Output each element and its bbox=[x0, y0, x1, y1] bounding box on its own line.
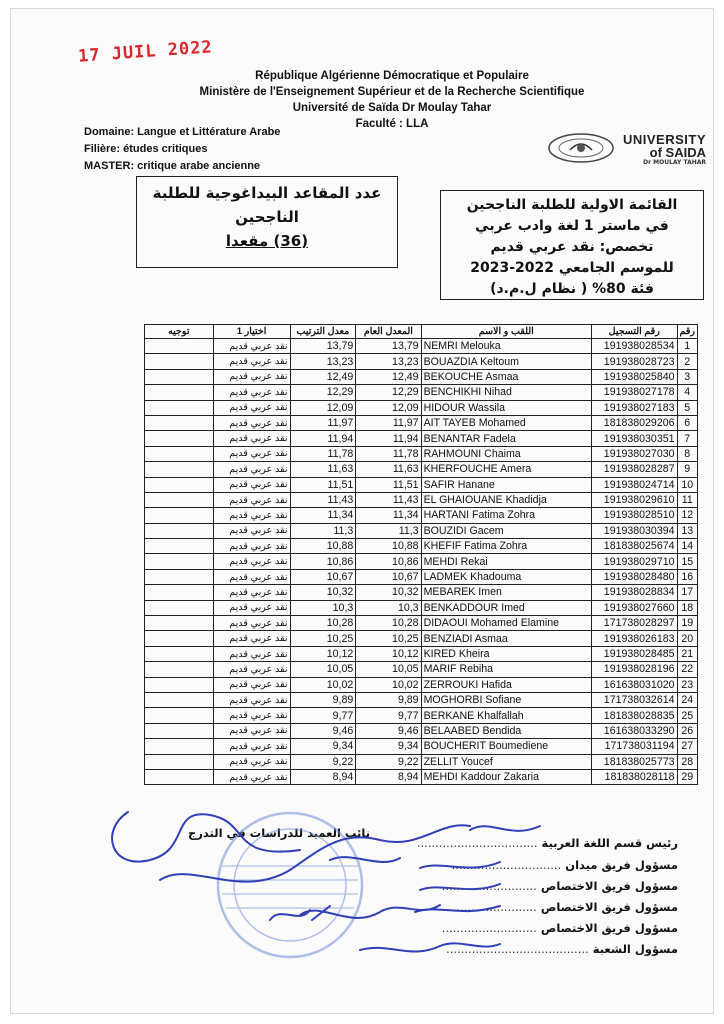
table-row bbox=[145, 415, 698, 430]
registration-number-cell: 191938028723 bbox=[592, 354, 678, 369]
choice-cell: نقد عربي قديم bbox=[213, 477, 290, 492]
student-name-cell: KHERFOUCHE Amera bbox=[421, 462, 591, 477]
rank-average-cell: 10,67 bbox=[290, 569, 356, 584]
sig-spec-team-2 bbox=[442, 900, 678, 914]
general-average-cell: 10,32 bbox=[356, 585, 421, 600]
general-average-cell: 10,12 bbox=[356, 646, 421, 661]
tawjih-cell bbox=[145, 708, 214, 723]
choice-cell: نقد عربي قديم bbox=[213, 400, 290, 415]
rank-average-cell: 11,3 bbox=[290, 523, 356, 538]
choice-cell: نقد عربي قديم bbox=[213, 554, 290, 569]
header-registration: رقم التسجيل bbox=[592, 325, 678, 339]
row-number-cell: 13 bbox=[677, 523, 698, 538]
choice-cell: نقد عربي قديم bbox=[213, 723, 290, 738]
choice-cell: نقد عربي قديم bbox=[213, 662, 290, 677]
row-number-cell: 16 bbox=[677, 569, 698, 584]
sig-dept-head bbox=[417, 836, 678, 850]
choice-cell: نقد عربي قديم bbox=[213, 431, 290, 446]
student-name-cell: ZERROUKI Hafida bbox=[421, 677, 591, 692]
registration-number-cell: 181838029206 bbox=[592, 415, 678, 430]
filiere-line: Filière: études critiques bbox=[84, 143, 208, 155]
table-row bbox=[145, 539, 698, 554]
tawjih-cell bbox=[145, 369, 214, 384]
rank-average-cell: 10,25 bbox=[290, 631, 356, 646]
header-university: Université de Saïda Dr Moulay Tahar bbox=[292, 102, 492, 114]
student-name-cell: BELAABED Bendida bbox=[421, 723, 591, 738]
seats-line1: عدد المقاعد البيداغوجية للطلبة bbox=[152, 184, 382, 202]
registration-number-cell: 181838025674 bbox=[592, 539, 678, 554]
choice-cell: نقد عربي قديم bbox=[213, 585, 290, 600]
choice-cell: نقد عربي قديم bbox=[213, 492, 290, 507]
registration-number-cell: 191938027183 bbox=[592, 400, 678, 415]
table-row bbox=[145, 569, 698, 584]
seats-line2: الناجحين bbox=[235, 208, 299, 226]
choice-cell: نقد عربي قديم bbox=[213, 739, 290, 754]
row-number-cell: 7 bbox=[677, 431, 698, 446]
tawjih-cell bbox=[145, 646, 214, 661]
domaine-line: Domaine: Langue et Littérature Arabe bbox=[84, 126, 281, 138]
row-number-cell: 6 bbox=[677, 415, 698, 430]
row-number-cell: 8 bbox=[677, 446, 698, 461]
tawjih-cell bbox=[145, 354, 214, 369]
general-average-cell: 11,97 bbox=[356, 415, 421, 430]
row-number-cell: 27 bbox=[677, 739, 698, 754]
tawjih-cell bbox=[145, 616, 214, 631]
row-number-cell: 3 bbox=[677, 369, 698, 384]
student-name-cell: MEBAREK Imen bbox=[421, 585, 591, 600]
student-name-cell: BOUAZDIA Keltoum bbox=[421, 354, 591, 369]
registration-number-cell: 171738032614 bbox=[592, 692, 678, 707]
tawjih-cell bbox=[145, 385, 214, 400]
sig-spec-team-3-label: مسؤول فريق الاختصاص bbox=[540, 921, 678, 935]
table-row bbox=[145, 508, 698, 523]
tawjih-cell bbox=[145, 492, 214, 507]
rank-average-cell: 13,23 bbox=[290, 354, 356, 369]
row-number-cell: 21 bbox=[677, 646, 698, 661]
choice-cell: نقد عربي قديم bbox=[213, 539, 290, 554]
sig-dots: ....................................... bbox=[446, 942, 589, 956]
student-name-cell: BEKOUCHE Asmaa bbox=[421, 369, 591, 384]
date-stamp: 17 JUIL 2022 bbox=[77, 37, 214, 67]
sig-field-team-label: مسؤول فريق ميدان bbox=[565, 858, 678, 872]
row-number-cell: 4 bbox=[677, 385, 698, 400]
sig-dots: .............................. bbox=[451, 858, 562, 872]
row-number-cell: 29 bbox=[677, 769, 698, 784]
student-name-cell: HARTANI Fatima Zohra bbox=[421, 508, 591, 523]
registration-number-cell: 191938027660 bbox=[592, 600, 678, 615]
tawjih-cell bbox=[145, 569, 214, 584]
general-average-cell: 10,88 bbox=[356, 539, 421, 554]
table-row bbox=[145, 385, 698, 400]
registration-number-cell: 181838025773 bbox=[592, 754, 678, 769]
sig-field-team bbox=[452, 858, 678, 872]
rank-average-cell: 10,05 bbox=[290, 662, 356, 677]
student-name-cell: MARIF Rebiha bbox=[421, 662, 591, 677]
general-average-cell: 10,3 bbox=[356, 600, 421, 615]
student-name-cell: AIT TAYEB Mohamed bbox=[421, 415, 591, 430]
tawjih-cell bbox=[145, 400, 214, 415]
table-row bbox=[145, 677, 698, 692]
student-name-cell: DIDAOUI Mohamed Elamine bbox=[421, 616, 591, 631]
header-number: رقم bbox=[677, 325, 698, 339]
table-row bbox=[145, 754, 698, 769]
rank-average-cell: 11,94 bbox=[290, 431, 356, 446]
title-line1: القائمة الاولية للطلبة الناجحين bbox=[466, 197, 678, 213]
row-number-cell: 12 bbox=[677, 508, 698, 523]
general-average-cell: 9,34 bbox=[356, 739, 421, 754]
rank-average-cell: 11,63 bbox=[290, 462, 356, 477]
general-average-cell: 11,63 bbox=[356, 462, 421, 477]
university-emblem-icon bbox=[546, 132, 616, 164]
table-row bbox=[145, 339, 698, 354]
registration-number-cell: 181838028118 bbox=[592, 769, 678, 784]
rank-average-cell: 8,94 bbox=[290, 769, 356, 784]
sig-spec-team-2-label: مسؤول فريق الاختصاص bbox=[540, 900, 678, 914]
row-number-cell: 28 bbox=[677, 754, 698, 769]
student-name-cell: KHEFIF Fatima Zohra bbox=[421, 539, 591, 554]
sig-branch-head-label: مسؤول الشعبة bbox=[592, 942, 678, 956]
general-average-cell: 11,34 bbox=[356, 508, 421, 523]
row-number-cell: 5 bbox=[677, 400, 698, 415]
row-number-cell: 19 bbox=[677, 616, 698, 631]
choice-cell: نقد عربي قديم bbox=[213, 523, 290, 538]
master-line: MASTER: critique arabe ancienne bbox=[84, 160, 261, 172]
student-name-cell: NEMRI Melouka bbox=[421, 339, 591, 354]
student-name-cell: BENKADDOUR Imed bbox=[421, 600, 591, 615]
rank-average-cell: 10,28 bbox=[290, 616, 356, 631]
registration-number-cell: 191938028196 bbox=[592, 662, 678, 677]
row-number-cell: 20 bbox=[677, 631, 698, 646]
row-number-cell: 17 bbox=[677, 585, 698, 600]
table-row bbox=[145, 769, 698, 784]
student-name-cell: SAFIR Hanane bbox=[421, 477, 591, 492]
registration-number-cell: 191938028480 bbox=[592, 569, 678, 584]
table-row bbox=[145, 631, 698, 646]
registration-number-cell: 171738031194 bbox=[592, 739, 678, 754]
tawjih-cell bbox=[145, 631, 214, 646]
header-general-average: المعدل العام bbox=[356, 325, 421, 339]
seats-box bbox=[136, 176, 398, 268]
registration-number-cell: 161638033290 bbox=[592, 723, 678, 738]
title-line2: في ماستر 1 لغة وادب عربي bbox=[475, 218, 669, 234]
table-row bbox=[145, 554, 698, 569]
student-name-cell: KIRED Kheira bbox=[421, 646, 591, 661]
table-row bbox=[145, 662, 698, 677]
rank-average-cell: 11,34 bbox=[290, 508, 356, 523]
title-line4: للموسم الجامعي 2022-2023 bbox=[470, 260, 674, 276]
row-number-cell: 10 bbox=[677, 477, 698, 492]
vice-dean-title: نائب العميد للدراسات في التدرج bbox=[188, 826, 371, 840]
tawjih-cell bbox=[145, 600, 214, 615]
general-average-cell: 9,46 bbox=[356, 723, 421, 738]
tawjih-cell bbox=[145, 769, 214, 784]
student-name-cell: ZELLIT Youcef bbox=[421, 754, 591, 769]
registration-number-cell: 181838028835 bbox=[592, 708, 678, 723]
tawjih-cell bbox=[145, 677, 214, 692]
logo-university-text: UNIVERSITY bbox=[622, 132, 706, 147]
sig-dots: ................................. bbox=[416, 836, 538, 850]
tawjih-cell bbox=[145, 523, 214, 538]
student-name-cell: BENZIADI Asmaa bbox=[421, 631, 591, 646]
tawjih-cell bbox=[145, 585, 214, 600]
choice-cell: نقد عربي قديم bbox=[213, 369, 290, 384]
table-row bbox=[145, 446, 698, 461]
choice-cell: نقد عربي قديم bbox=[213, 600, 290, 615]
sig-spec-team-1-label: مسؤول فريق الاختصاص bbox=[540, 879, 678, 893]
choice-cell: نقد عربي قديم bbox=[213, 769, 290, 784]
general-average-cell: 9,22 bbox=[356, 754, 421, 769]
rank-average-cell: 9,89 bbox=[290, 692, 356, 707]
logo-saida-text: of SAIDA bbox=[649, 145, 706, 160]
table-row bbox=[145, 462, 698, 477]
row-number-cell: 26 bbox=[677, 723, 698, 738]
row-number-cell: 22 bbox=[677, 662, 698, 677]
general-average-cell: 11,43 bbox=[356, 492, 421, 507]
student-name-cell: MEHDI Rekai bbox=[421, 554, 591, 569]
rank-average-cell: 9,22 bbox=[290, 754, 356, 769]
row-number-cell: 9 bbox=[677, 462, 698, 477]
choice-cell: نقد عربي قديم bbox=[213, 354, 290, 369]
table-row bbox=[145, 616, 698, 631]
rank-average-cell: 11,51 bbox=[290, 477, 356, 492]
general-average-cell: 10,28 bbox=[356, 616, 421, 631]
rank-average-cell: 11,78 bbox=[290, 446, 356, 461]
table-row bbox=[145, 523, 698, 538]
choice-cell: نقد عربي قديم bbox=[213, 708, 290, 723]
logo-subtitle-text: Dr MOULAY TAHAR bbox=[643, 159, 706, 166]
sig-spec-team-1 bbox=[442, 879, 678, 893]
row-number-cell: 24 bbox=[677, 692, 698, 707]
choice-cell: نقد عربي قديم bbox=[213, 616, 290, 631]
choice-cell: نقد عربي قديم bbox=[213, 385, 290, 400]
table-row bbox=[145, 723, 698, 738]
registration-number-cell: 191938030351 bbox=[592, 431, 678, 446]
row-number-cell: 14 bbox=[677, 539, 698, 554]
table-row bbox=[145, 477, 698, 492]
general-average-cell: 9,77 bbox=[356, 708, 421, 723]
sig-branch-head bbox=[446, 942, 678, 956]
registration-number-cell: 191938027178 bbox=[592, 385, 678, 400]
rank-average-cell: 9,77 bbox=[290, 708, 356, 723]
general-average-cell: 8,94 bbox=[356, 769, 421, 784]
header-tawjih: توجيه bbox=[145, 325, 214, 339]
title-box bbox=[440, 190, 704, 300]
registration-number-cell: 191938028534 bbox=[592, 339, 678, 354]
rank-average-cell: 10,3 bbox=[290, 600, 356, 615]
student-name-cell: BERKANE Khalfallah bbox=[421, 708, 591, 723]
table-row bbox=[145, 431, 698, 446]
general-average-cell: 13,23 bbox=[356, 354, 421, 369]
tawjih-cell bbox=[145, 723, 214, 738]
row-number-cell: 15 bbox=[677, 554, 698, 569]
table-row bbox=[145, 739, 698, 754]
rank-average-cell: 9,34 bbox=[290, 739, 356, 754]
choice-cell: نقد عربي قديم bbox=[213, 508, 290, 523]
sig-dots: .......................... bbox=[441, 900, 537, 914]
program-info bbox=[84, 124, 280, 175]
tawjih-cell bbox=[145, 508, 214, 523]
choice-cell: نقد عربي قديم bbox=[213, 692, 290, 707]
tawjih-cell bbox=[145, 662, 214, 677]
general-average-cell: 11,3 bbox=[356, 523, 421, 538]
header-republic: République Algérienne Démocratique et Populaire bbox=[255, 70, 529, 82]
tawjih-cell bbox=[145, 446, 214, 461]
general-average-cell: 9,89 bbox=[356, 692, 421, 707]
rank-average-cell: 12,29 bbox=[290, 385, 356, 400]
table-row bbox=[145, 646, 698, 661]
rank-average-cell: 12,09 bbox=[290, 400, 356, 415]
tawjih-cell bbox=[145, 339, 214, 354]
student-name-cell: EL GHAIOUANE Khadidja bbox=[421, 492, 591, 507]
choice-cell: نقد عربي قديم bbox=[213, 339, 290, 354]
table-row bbox=[145, 692, 698, 707]
student-name-cell: MEHDI Kaddour Zakaria bbox=[421, 769, 591, 784]
general-average-cell: 11,51 bbox=[356, 477, 421, 492]
registration-number-cell: 191938029710 bbox=[592, 554, 678, 569]
tawjih-cell bbox=[145, 554, 214, 569]
tawjih-cell bbox=[145, 431, 214, 446]
general-average-cell: 10,25 bbox=[356, 631, 421, 646]
registration-number-cell: 191938028287 bbox=[592, 462, 678, 477]
registration-number-cell: 191938028485 bbox=[592, 646, 678, 661]
choice-cell: نقد عربي قديم bbox=[213, 631, 290, 646]
rank-average-cell: 10,32 bbox=[290, 585, 356, 600]
header-rank-average: معدل الترتيب bbox=[290, 325, 356, 339]
choice-cell: نقد عربي قديم bbox=[213, 446, 290, 461]
general-average-cell: 10,02 bbox=[356, 677, 421, 692]
student-name-cell: LADMEK Khadouma bbox=[421, 569, 591, 584]
student-name-cell: MOGHORBI Sofiane bbox=[421, 692, 591, 707]
registration-number-cell: 191938026183 bbox=[592, 631, 678, 646]
registration-number-cell: 191938028834 bbox=[592, 585, 678, 600]
table-row bbox=[145, 354, 698, 369]
sig-spec-team-3 bbox=[442, 921, 678, 935]
tawjih-cell bbox=[145, 477, 214, 492]
title-line3: تخصص: نقد عربي قديم bbox=[490, 239, 654, 255]
student-name-cell: BENANTAR Fadela bbox=[421, 431, 591, 446]
choice-cell: نقد عربي قديم bbox=[213, 677, 290, 692]
general-average-cell: 10,05 bbox=[356, 662, 421, 677]
rank-average-cell: 13,79 bbox=[290, 339, 356, 354]
tawjih-cell bbox=[145, 692, 214, 707]
table-row bbox=[145, 492, 698, 507]
registration-number-cell: 191938024714 bbox=[592, 477, 678, 492]
header-ministry: Ministère de l'Enseignement Supérieur et de la Recherche Scientifique bbox=[199, 86, 585, 98]
student-name-cell: BENCHIKHI Nihad bbox=[421, 385, 591, 400]
rank-average-cell: 11,97 bbox=[290, 415, 356, 430]
header-choice: اختيار 1 bbox=[213, 325, 290, 339]
header-name: اللقب و الاسم bbox=[421, 325, 591, 339]
tawjih-cell bbox=[145, 462, 214, 477]
registration-number-cell: 191938028510 bbox=[592, 508, 678, 523]
sig-dots: .......................... bbox=[441, 921, 537, 935]
row-number-cell: 1 bbox=[677, 339, 698, 354]
student-name-cell: BOUCHERIT Boumediene bbox=[421, 739, 591, 754]
tawjih-cell bbox=[145, 739, 214, 754]
general-average-cell: 10,67 bbox=[356, 569, 421, 584]
row-number-cell: 18 bbox=[677, 600, 698, 615]
row-number-cell: 2 bbox=[677, 354, 698, 369]
general-average-cell: 11,78 bbox=[356, 446, 421, 461]
registration-number-cell: 191938025840 bbox=[592, 369, 678, 384]
sig-dept-head-label: رئيس قسم اللغة العربية bbox=[541, 836, 678, 850]
choice-cell: نقد عربي قديم bbox=[213, 646, 290, 661]
general-average-cell: 12,29 bbox=[356, 385, 421, 400]
student-name-cell: HIDOUR Wassila bbox=[421, 400, 591, 415]
sig-dots: .......................... bbox=[441, 879, 537, 893]
row-number-cell: 11 bbox=[677, 492, 698, 507]
rank-average-cell: 11,43 bbox=[290, 492, 356, 507]
registration-number-cell: 161638031020 bbox=[592, 677, 678, 692]
rank-average-cell: 12,49 bbox=[290, 369, 356, 384]
table-row bbox=[145, 400, 698, 415]
table-row bbox=[145, 585, 698, 600]
table-row bbox=[145, 369, 698, 384]
rank-average-cell: 10,12 bbox=[290, 646, 356, 661]
tawjih-cell bbox=[145, 754, 214, 769]
tawjih-cell bbox=[145, 539, 214, 554]
registration-number-cell: 191938030394 bbox=[592, 523, 678, 538]
table-row bbox=[145, 708, 698, 723]
header-faculty: Faculté : LLA bbox=[355, 118, 429, 130]
choice-cell: نقد عربي قديم bbox=[213, 415, 290, 430]
table-header-row bbox=[145, 325, 698, 339]
registration-number-cell: 191938027030 bbox=[592, 446, 678, 461]
choice-cell: نقد عربي قديم bbox=[213, 462, 290, 477]
row-number-cell: 25 bbox=[677, 708, 698, 723]
registration-number-cell: 171738028297 bbox=[592, 616, 678, 631]
row-number-cell: 23 bbox=[677, 677, 698, 692]
general-average-cell: 12,09 bbox=[356, 400, 421, 415]
rank-average-cell: 9,46 bbox=[290, 723, 356, 738]
results-table bbox=[144, 324, 698, 785]
table-row bbox=[145, 600, 698, 615]
rank-average-cell: 10,02 bbox=[290, 677, 356, 692]
general-average-cell: 10,86 bbox=[356, 554, 421, 569]
general-average-cell: 11,94 bbox=[356, 431, 421, 446]
registration-number-cell: 191938029610 bbox=[592, 492, 678, 507]
seats-count: (36) مقعدا bbox=[225, 232, 309, 250]
title-line5: فئة 80% ( نظام ل.م.د) bbox=[490, 281, 654, 297]
rank-average-cell: 10,88 bbox=[290, 539, 356, 554]
choice-cell: نقد عربي قديم bbox=[213, 754, 290, 769]
rank-average-cell: 10,86 bbox=[290, 554, 356, 569]
tawjih-cell bbox=[145, 415, 214, 430]
student-name-cell: RAHMOUNI Chaima bbox=[421, 446, 591, 461]
university-logo bbox=[528, 132, 708, 168]
general-average-cell: 13,79 bbox=[356, 339, 421, 354]
general-average-cell: 12,49 bbox=[356, 369, 421, 384]
student-name-cell: BOUZIDI Gacem bbox=[421, 523, 591, 538]
choice-cell: نقد عربي قديم bbox=[213, 569, 290, 584]
official-header bbox=[0, 68, 724, 132]
